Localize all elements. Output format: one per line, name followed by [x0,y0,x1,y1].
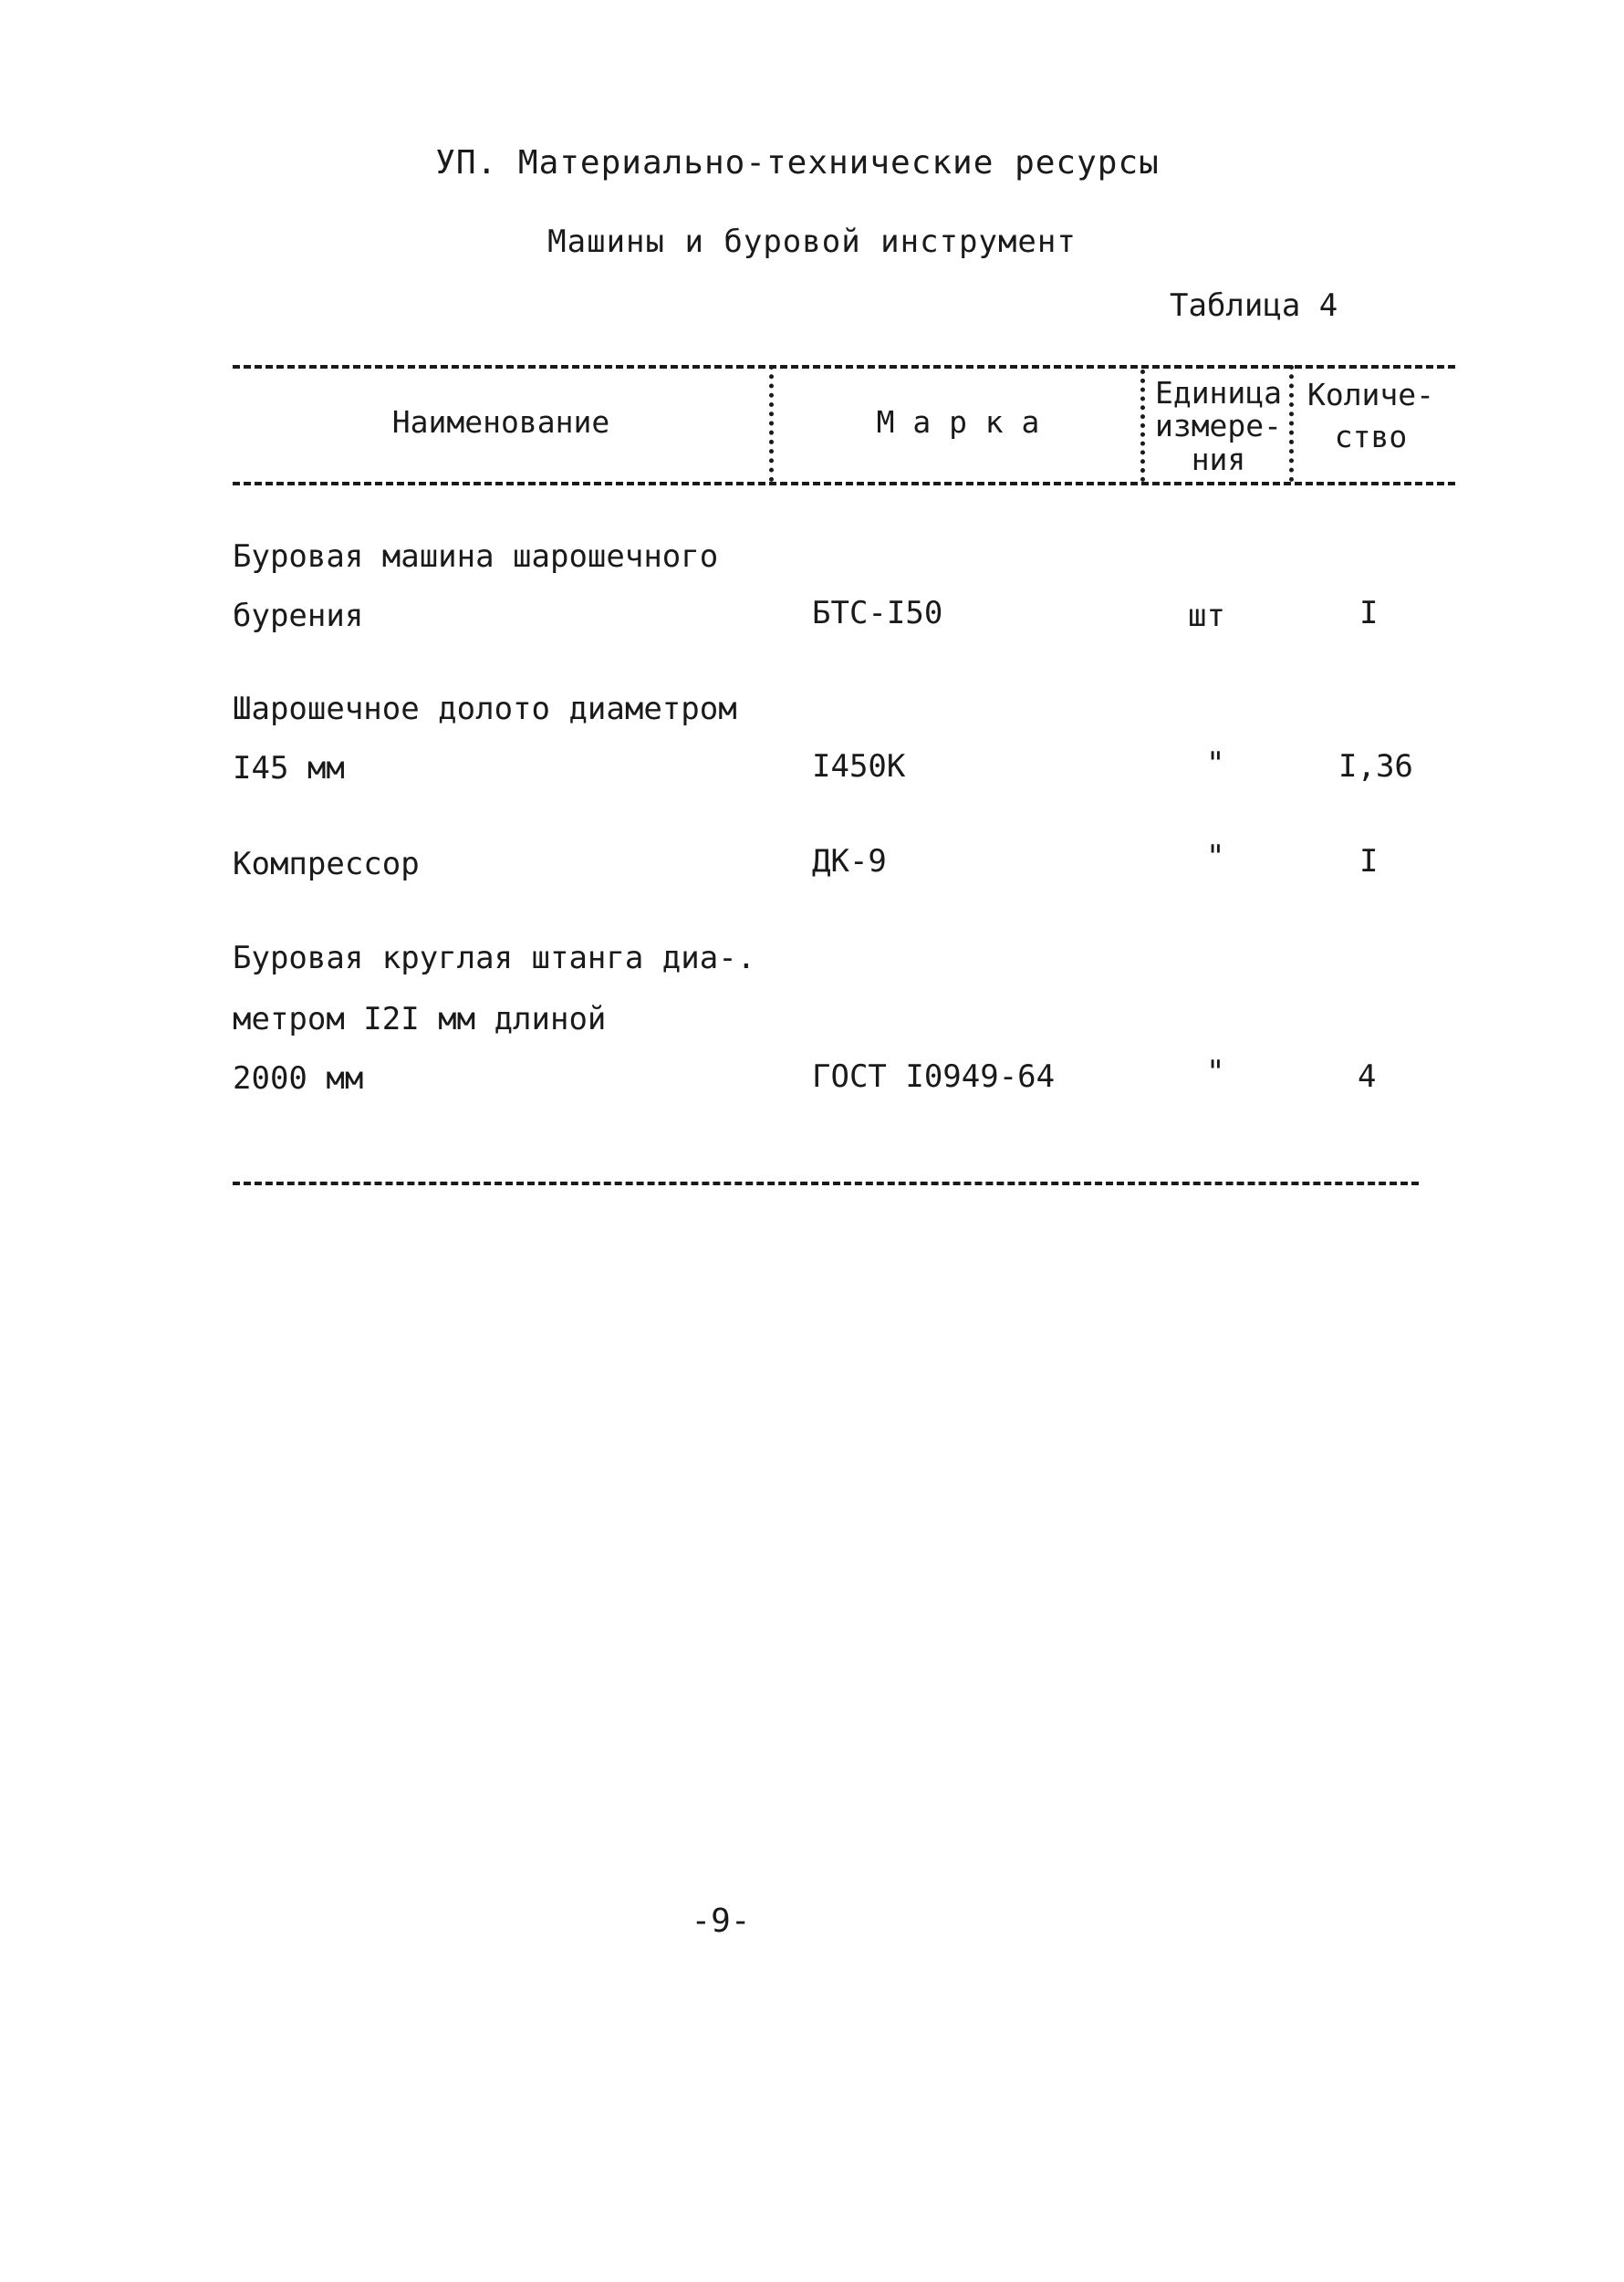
header-unit-line: измере- [1154,408,1283,444]
header-unit-line: Единица [1154,375,1283,411]
row-brand: ГОСТ I0949-64 [812,1058,1056,1095]
row-quantity: I [1359,843,1379,880]
row-quantity: I,36 [1338,748,1413,785]
column-divider-brand-unit [1140,370,1145,482]
row-unit: " [1206,1054,1225,1090]
row-name-line: 2000 мм [233,1060,364,1097]
row-name-line: Буровая машина шарошечного [233,538,719,575]
row-name-line: Буровая круглая штанга диа-. [233,940,756,976]
row-brand: I450К [812,748,906,785]
header-quantity [1296,379,1446,454]
subsection-title: Машины и буровой инструмент [547,224,1077,260]
row-brand: БТС-I50 [812,595,943,631]
row-name-line: метром I2I мм длиной [233,1001,607,1037]
row-quantity: 4 [1358,1058,1377,1095]
table-top-rule [233,365,1455,369]
section-title: УП. Материально-технические ресурсы [435,144,1160,182]
row-name-line: I45 мм [233,750,345,787]
header-brand: М а р к а [876,404,1040,440]
row-unit: " [1206,745,1225,782]
table-header-rule [233,482,1455,485]
row-name-line: Шарошечное долото диаметром [233,691,737,727]
header-unit-line: ния [1191,441,1246,477]
page-number: -9- [691,1902,751,1940]
header-unit [1148,377,1289,476]
header-name: Наименование [391,404,610,440]
row-name-line: бурения [233,598,364,634]
row-brand: ДК-9 [812,843,887,880]
row-unit: " [1206,839,1225,875]
row-quantity: I [1359,595,1379,631]
table-label: Таблица 4 [1170,287,1338,324]
row-name-line: Компрессор [233,846,420,882]
table-bottom-rule [233,1182,1419,1185]
header-quantity-line: ство [1334,419,1408,455]
header-quantity-line: Количе- [1306,377,1435,412]
column-divider-unit-quantity [1289,365,1294,482]
column-divider-name-brand [769,365,774,482]
row-unit: шт [1188,598,1225,634]
